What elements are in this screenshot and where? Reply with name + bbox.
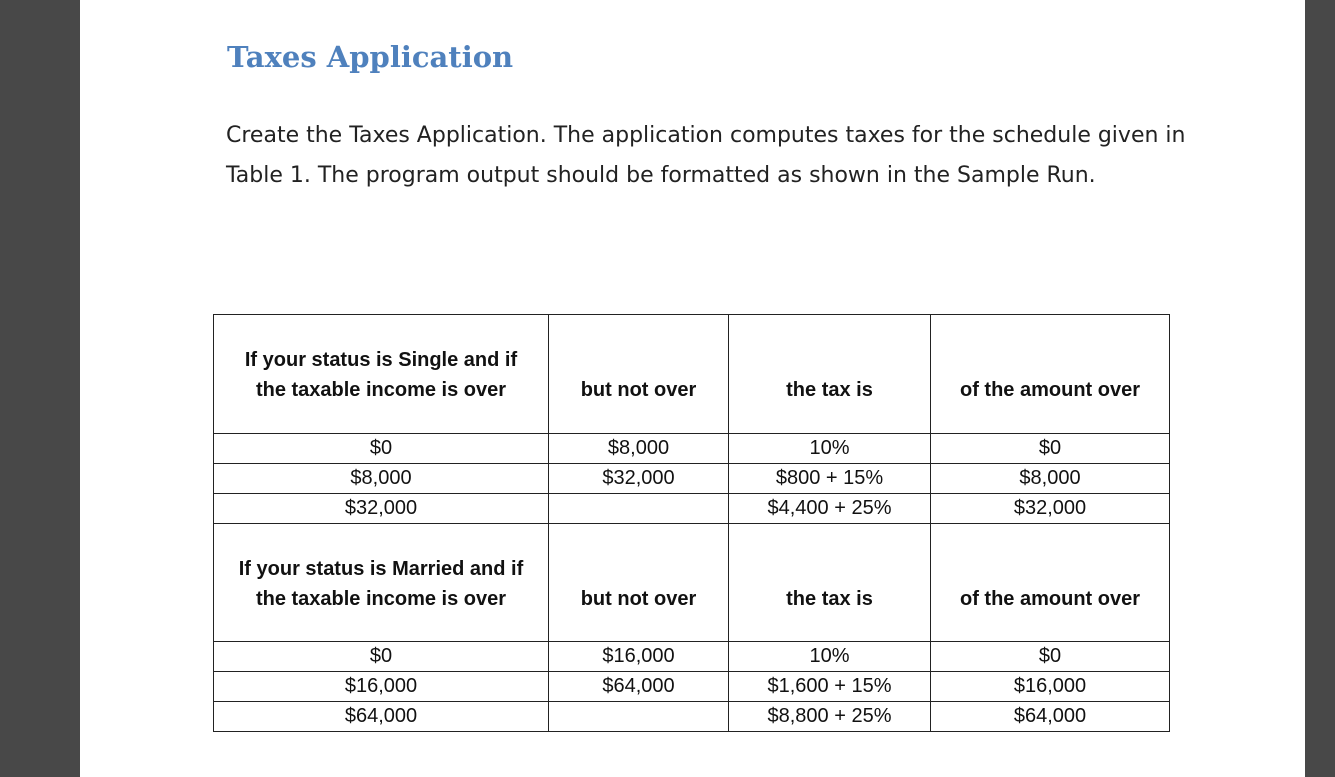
single-amount-over-cell: $8,000: [931, 464, 1170, 494]
single-not-over-cell: $8,000: [549, 434, 729, 464]
single-over-cell: $32,000: [214, 494, 549, 524]
left-margin: [0, 0, 80, 777]
married-tax-cell: $8,800 + 25%: [729, 702, 931, 732]
married-tax-cell: $1,600 + 15%: [729, 672, 931, 702]
single-header-col3: the tax is: [729, 315, 931, 434]
single-not-over-cell: $32,000: [549, 464, 729, 494]
single-not-over-cell: [549, 494, 729, 524]
married-over-cell: $0: [214, 642, 549, 672]
single-tax-cell: $800 + 15%: [729, 464, 931, 494]
married-header-col3: the tax is: [729, 524, 931, 642]
single-amount-over-cell: $0: [931, 434, 1170, 464]
document-paragraph: Create the Taxes Application. The application computes taxes for the schedule given in Table 1. The program output should be formatted as shown in the Sample Run.: [226, 123, 1186, 188]
married-row-3: [214, 702, 1170, 732]
single-header-row: [214, 315, 1170, 434]
married-tax-cell: 10%: [729, 642, 931, 672]
single-header-col4: of the amount over: [931, 315, 1170, 434]
married-header-col2: but not over: [549, 524, 729, 642]
married-not-over-cell: $64,000: [549, 672, 729, 702]
tax-schedule-table: [213, 314, 1170, 732]
married-row-1: [214, 642, 1170, 672]
single-amount-over-cell: $32,000: [931, 494, 1170, 524]
married-amount-over-cell: $16,000: [931, 672, 1170, 702]
right-scrollbar-area[interactable]: [1305, 0, 1335, 777]
married-not-over-cell: [549, 702, 729, 732]
document-heading: Taxes Application: [227, 40, 514, 74]
married-amount-over-cell: $0: [931, 642, 1170, 672]
married-not-over-cell: $16,000: [549, 642, 729, 672]
document-page: [80, 0, 1305, 777]
married-header-col1: If your status is Married and if the taxable income is over: [214, 524, 549, 642]
single-row-3: [214, 494, 1170, 524]
single-header-col2: but not over: [549, 315, 729, 434]
single-tax-cell: $4,400 + 25%: [729, 494, 931, 524]
single-over-cell: $0: [214, 434, 549, 464]
married-amount-over-cell: $64,000: [931, 702, 1170, 732]
single-tax-cell: 10%: [729, 434, 931, 464]
single-row-1: [214, 434, 1170, 464]
married-row-2: [214, 672, 1170, 702]
married-header-col4: of the amount over: [931, 524, 1170, 642]
single-header-col1: If your status is Single and if the taxable income is over: [214, 315, 549, 434]
single-over-cell: $8,000: [214, 464, 549, 494]
married-over-cell: $64,000: [214, 702, 549, 732]
married-over-cell: $16,000: [214, 672, 549, 702]
married-header-row: [214, 524, 1170, 642]
single-row-2: [214, 464, 1170, 494]
